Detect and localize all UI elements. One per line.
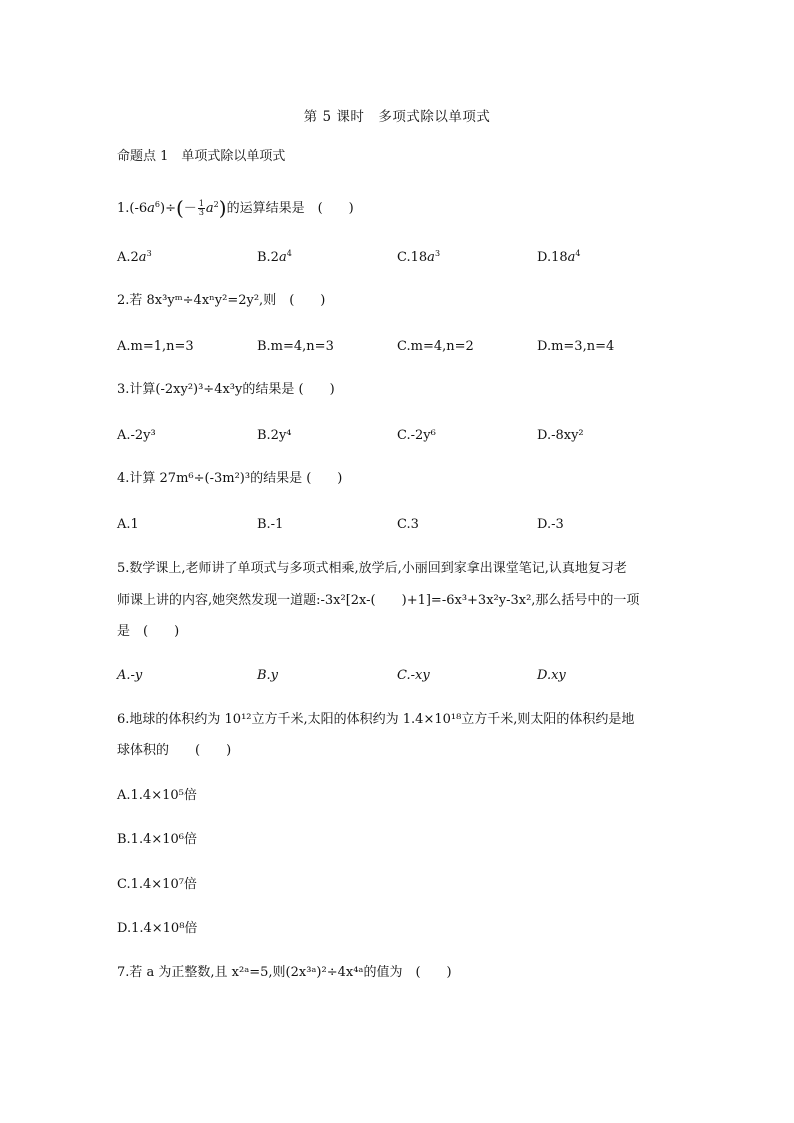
q1-expr-a: (-6 [129,201,148,216]
q3-option-c[interactable]: C.-2y⁶ [397,428,436,443]
page-title: 第 5 课时 多项式除以单项式 [303,109,491,125]
q5-option-a[interactable]: A.-y [117,668,143,683]
q2-option-c[interactable]: C.m=4,n=2 [397,339,474,354]
q4-option-d[interactable]: D.-3 [537,517,564,532]
question-3: 3.计算(-2xy²)³÷4x³y的结果是 ( ) [117,382,335,397]
section-heading: 命题点 1 单项式除以单项式 [117,149,286,164]
question-6-line-1: 6.地球的体积约为 10¹²立方千米,太阳的体积约为 1.4×10¹⁸立方千米,则太阳的体积约是地 [117,712,635,727]
q2-option-d[interactable]: D.m=3,n=4 [537,339,615,354]
question-5-line-2: 师课上讲的内容,她突然发现一道题:-3x²[2x-( )+1]=-6x³+3x²y-3x²,那么括号中的一项 [117,593,640,608]
q1-frac-den: 3 [198,208,204,217]
q4-option-b[interactable]: B.-1 [257,517,284,532]
q1-frac-num: 1 [198,199,204,208]
q1-exp: 2 [213,200,219,209]
q4-option-a[interactable]: A.1 [117,517,139,532]
q1-var-a: a [147,201,155,216]
q1-right-paren: ) [218,196,227,220]
question-4: 4.计算 27m⁶÷(-3m²)³的结果是 ( ) [117,471,343,486]
question-6-line-2: 球体积的 ( ) [117,743,232,758]
q1-option-b-exp: 4 [286,249,292,258]
q1-fraction [198,200,205,217]
q1-exp-a: 6 [154,200,161,209]
q5-option-c[interactable]: C.-xy [397,668,430,683]
q2-option-b[interactable]: B.m=4,n=3 [257,339,334,354]
q1-option-d-label: D.18 [537,250,568,265]
q1-option-a-exp: 3 [146,249,152,258]
q1-expr-b: )÷ [160,201,176,216]
q4-option-c[interactable]: C.3 [397,517,419,532]
question-2: 2.若 8x³yᵐ÷4xⁿy²=2y²,则 ( ) [117,293,326,308]
question-5-line-3: 是 ( ) [117,624,180,639]
question-1 [117,198,354,218]
q3-option-b[interactable]: B.2y⁴ [257,428,292,443]
q6-option-c[interactable]: C.1.4×10⁷倍 [117,877,197,892]
q2-option-a[interactable]: A.m=1,n=3 [117,339,194,354]
q3-option-d[interactable]: D.-8xy² [537,428,584,443]
q1-option-a-label: A.2 [117,250,139,265]
q3-option-a[interactable]: A.-2y³ [117,428,156,443]
q6-option-d[interactable]: D.1.4×10⁸倍 [117,921,198,936]
q1-option-b-var: a [278,250,287,265]
q6-option-a[interactable]: A.1.4×10⁵倍 [117,788,197,803]
q1-option-b[interactable] [257,251,292,264]
question-5-line-1: 5.数学课上,老师讲了单项式与多项式相乘,放学后,小丽回到家拿出课堂笔记,认真地复习老 [117,561,627,576]
q1-left-paren: ( [175,196,184,220]
q1-tail: 的运算结果是 ( ) [226,201,354,216]
question-7: 7.若 a 为正整数,且 x²ᵃ=5,则(2x³ᵃ)²÷4x⁴ᵃ的值为 ( ) [117,965,452,980]
q1-option-b-label: B.2 [257,250,279,265]
q5-option-d[interactable]: D.xy [537,668,566,683]
q1-option-c-exp: 3 [434,249,441,258]
q1-option-d-var: a [567,250,576,265]
q1-option-c-label: C.18 [397,250,428,265]
q1-option-a-var: a [138,250,147,265]
q1-option-d-exp: 4 [575,249,581,258]
q1-frac-sign: － [183,201,197,216]
q1-option-a[interactable] [117,251,152,264]
q1-var: a [205,201,214,216]
q1-option-d[interactable] [537,251,581,264]
q1-option-c-var: a [427,250,435,265]
q1-option-c[interactable] [397,251,440,264]
q1-number: 1. [117,201,130,216]
q5-option-b[interactable]: B.y [257,668,279,683]
q6-option-b[interactable]: B.1.4×10⁶倍 [117,832,198,847]
